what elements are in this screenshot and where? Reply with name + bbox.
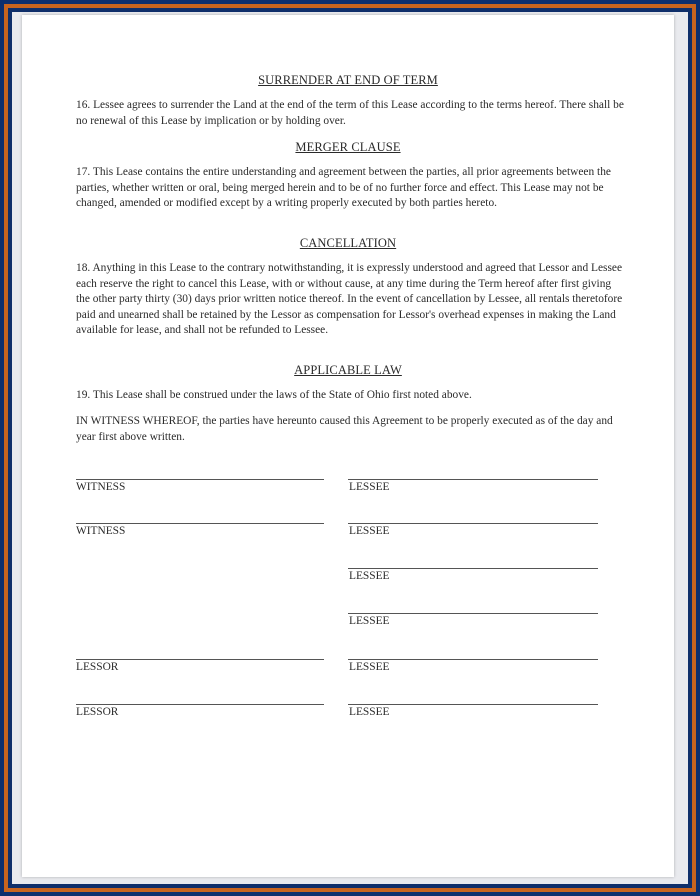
lessor-label-2: LESSOR [76, 706, 119, 718]
heading-cancellation: CANCELLATION [299, 236, 397, 250]
clause-19-text: 19. This Lease shall be construed under the laws of the State of Ohio first noted above. [76, 389, 472, 401]
lessee-label-5: LESSEE [349, 661, 390, 673]
in-witness-whereof-text: IN WITNESS WHEREOF, the parties have hereunto caused this Agreement to be properly executed as of the day and year first above written. [76, 415, 613, 443]
lessee-label-1: LESSEE [349, 481, 390, 493]
lessee-label-2: LESSEE [349, 525, 390, 537]
heading-applicable-law: APPLICABLE LAW [294, 363, 402, 377]
lessee-signature-line-2[interactable] [348, 523, 598, 524]
lessee-signature-line-3[interactable] [348, 568, 598, 569]
clause-17-text: 17. This Lease contains the entire understanding and agreement between the parties, all prior agreements between the parties, whether written or oral, being merged herein and to be of no further force and effect. This Lease may not be changed, amended or modified except by a writing properly executed by both parties hereto. [76, 166, 611, 209]
witness-signature-line-1[interactable] [76, 479, 324, 480]
lessee-label-3: LESSEE [349, 570, 390, 582]
heading-surrender: SURRENDER AT END OF TERM [258, 73, 438, 87]
lessee-signature-line-6[interactable] [348, 704, 598, 705]
document-page [22, 15, 674, 877]
lessee-signature-line-1[interactable] [348, 479, 598, 480]
lessee-label-4: LESSEE [349, 615, 390, 627]
lessee-label-6: LESSEE [349, 706, 390, 718]
lessor-label-1: LESSOR [76, 661, 119, 673]
clause-16-text: 16. Lessee agrees to surrender the Land at the end of the term of this Lease according to the terms hereof. There shall be no renewal of this Lease by implication or by holding over. [76, 99, 624, 127]
heading-merger-clause: MERGER CLAUSE [295, 140, 401, 154]
clause-18-text: 18. Anything in this Lease to the contrary notwithstanding, it is expressly understood and agreed that Lessor and Lessee each reserve the right to cancel this Lease, with or without cause, at any time during the Term hereof after first giving the other party thirty (30) days prior written notice thereof. In the event of cancellation by Lessee, all rentals theretofore paid and unearned shall be retained by the Lessor as compensation for Lessor's overhead expenses in making the Land available for lease, and shall not be refunded to Lessee. [76, 262, 623, 336]
witness-signature-line-2[interactable] [76, 523, 324, 524]
lessor-signature-line-1[interactable] [76, 659, 324, 660]
lessor-signature-line-2[interactable] [76, 704, 324, 705]
witness-label-1: WITNESS [76, 481, 126, 493]
lessee-signature-line-5[interactable] [348, 659, 598, 660]
lessee-signature-line-4[interactable] [348, 613, 598, 614]
witness-label-2: WITNESS [76, 525, 126, 537]
